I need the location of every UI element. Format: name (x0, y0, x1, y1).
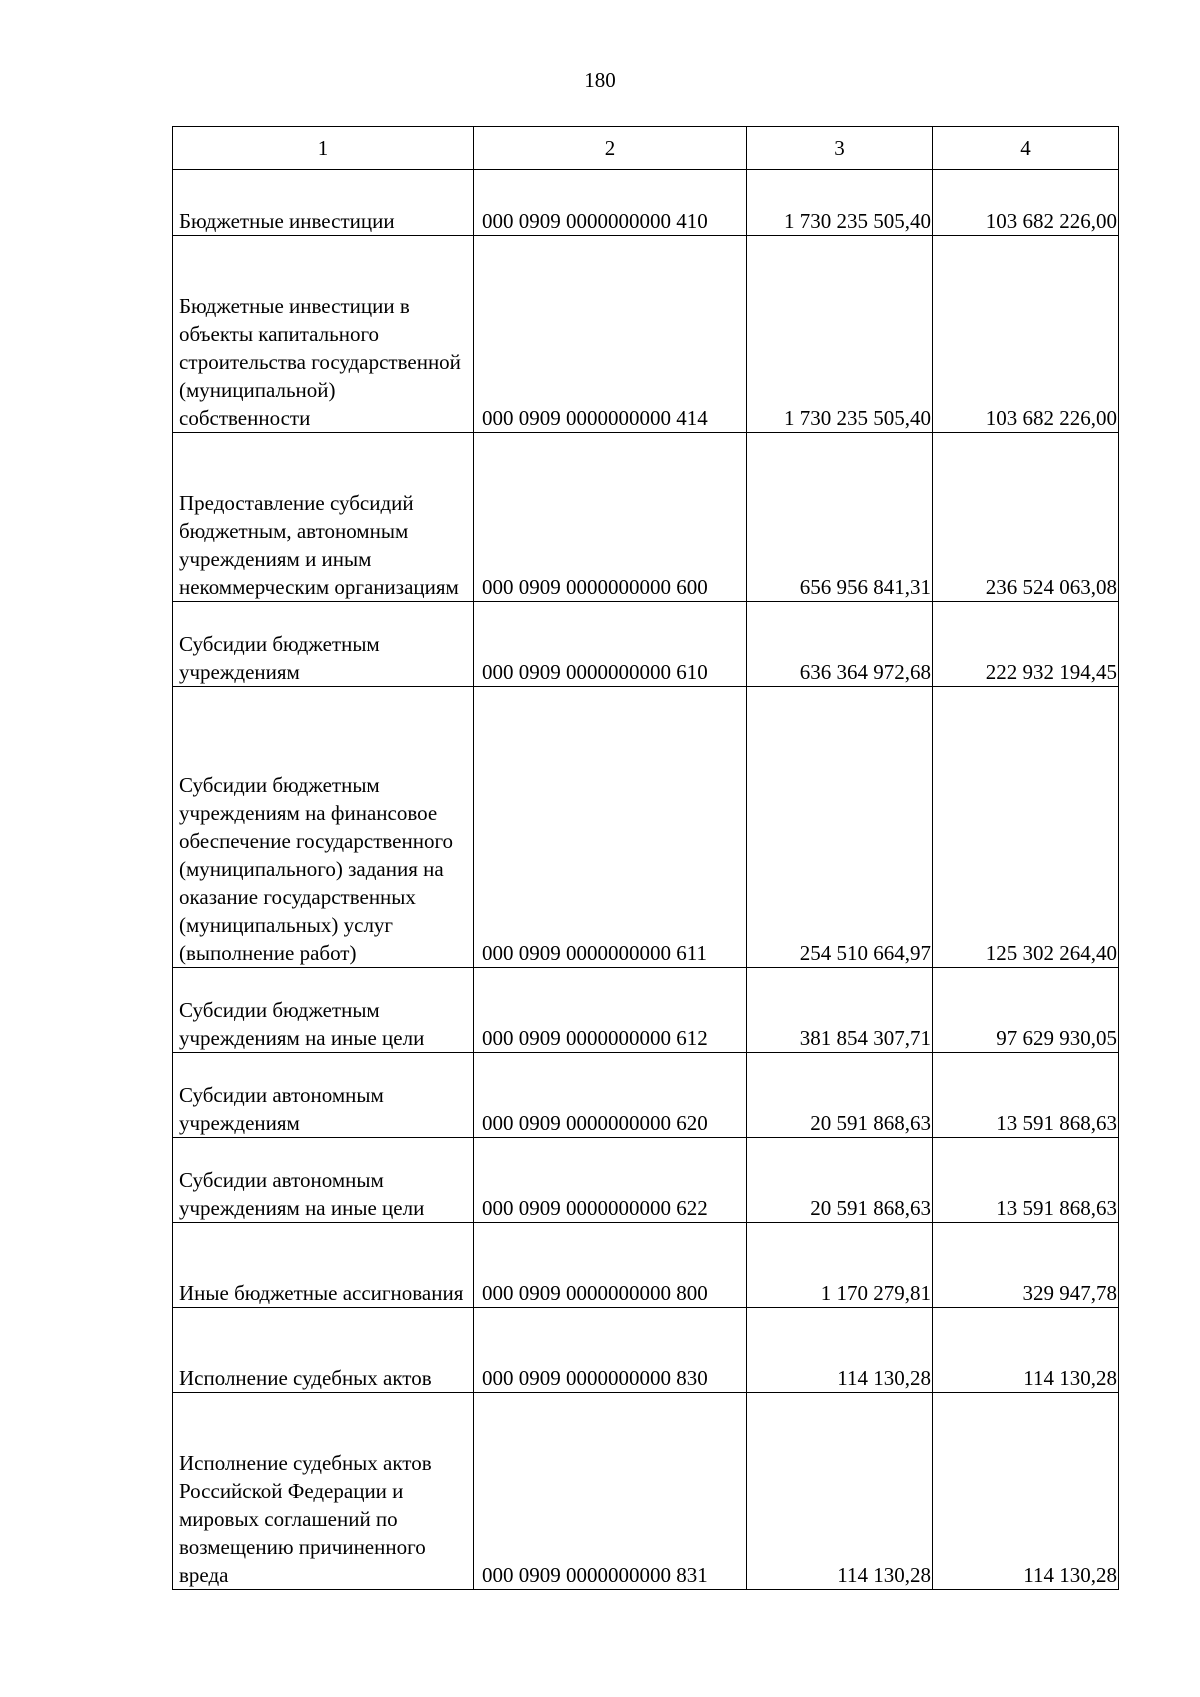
header-cell-4: 4 (933, 127, 1119, 170)
table-row (173, 1308, 1119, 1393)
row-value-col4-cell: 13 591 868,63 (933, 1138, 1119, 1223)
row-name-cell: Субсидии бюджетным учреждениям на иные цели (173, 968, 474, 1053)
row-value-col4-cell: 103 682 226,00 (933, 236, 1119, 433)
row-code-cell: 000 0909 0000000000 831 (474, 1393, 747, 1590)
row-code-cell: 000 0909 0000000000 600 (474, 433, 747, 602)
table-row (173, 1393, 1119, 1590)
row-name-cell: Субсидии автономным учреждениям на иные цели (173, 1138, 474, 1223)
row-code-cell: 000 0909 0000000000 800 (474, 1223, 747, 1308)
table-row (173, 170, 1119, 236)
row-value-col3-cell: 636 364 972,68 (747, 602, 933, 687)
row-value-col3-cell: 114 130,28 (747, 1308, 933, 1393)
row-name-cell: Бюджетные инвестиции в объекты капитального строительства государственной (муниципальной) собственности (173, 236, 474, 433)
row-name-cell: Бюджетные инвестиции (173, 170, 474, 236)
table-row (173, 1223, 1119, 1308)
row-value-col4-cell: 329 947,78 (933, 1223, 1119, 1308)
row-value-col3-cell: 20 591 868,63 (747, 1053, 933, 1138)
row-value-col3-cell: 20 591 868,63 (747, 1138, 933, 1223)
row-name-cell: Иные бюджетные ассигнования (173, 1223, 474, 1308)
row-code-cell: 000 0909 0000000000 611 (474, 687, 747, 968)
row-code-cell: 000 0909 0000000000 410 (474, 170, 747, 236)
row-value-col3-cell: 381 854 307,71 (747, 968, 933, 1053)
row-code-cell: 000 0909 0000000000 620 (474, 1053, 747, 1138)
row-name-cell: Субсидии бюджетным учреждениям на финансовое обеспечение государственного (муниципального) задания на оказание государственных (муниципальных) услуг (выполнение работ) (173, 687, 474, 968)
budget-table (172, 126, 1119, 1590)
row-code-cell: 000 0909 0000000000 610 (474, 602, 747, 687)
table-row (173, 1053, 1119, 1138)
row-name-cell: Исполнение судебных актов Российской Федерации и мировых соглашений по возмещению причиненного вреда (173, 1393, 474, 1590)
table-row (173, 236, 1119, 433)
row-value-col3-cell: 1 170 279,81 (747, 1223, 933, 1308)
table-row (173, 687, 1119, 968)
row-value-col3-cell: 1 730 235 505,40 (747, 170, 933, 236)
row-value-col3-cell: 254 510 664,97 (747, 687, 933, 968)
table-row (173, 968, 1119, 1053)
table-row (173, 433, 1119, 602)
row-name-cell: Субсидии автономным учреждениям (173, 1053, 474, 1138)
table-header-row (173, 127, 1119, 170)
row-value-col4-cell: 97 629 930,05 (933, 968, 1119, 1053)
row-value-col3-cell: 656 956 841,31 (747, 433, 933, 602)
row-value-col4-cell: 13 591 868,63 (933, 1053, 1119, 1138)
row-value-col4-cell: 103 682 226,00 (933, 170, 1119, 236)
table-row (173, 602, 1119, 687)
row-value-col3-cell: 1 730 235 505,40 (747, 236, 933, 433)
header-cell-3: 3 (747, 127, 933, 170)
row-name-cell: Субсидии бюджетным учреждениям (173, 602, 474, 687)
row-code-cell: 000 0909 0000000000 622 (474, 1138, 747, 1223)
table-row (173, 1138, 1119, 1223)
row-name-cell: Предоставление субсидий бюджетным, автономным учреждениям и иным некоммерческим организациям (173, 433, 474, 602)
row-code-cell: 000 0909 0000000000 414 (474, 236, 747, 433)
row-value-col4-cell: 236 524 063,08 (933, 433, 1119, 602)
row-code-cell: 000 0909 0000000000 612 (474, 968, 747, 1053)
row-value-col3-cell: 114 130,28 (747, 1393, 933, 1590)
header-cell-2: 2 (474, 127, 747, 170)
row-code-cell: 000 0909 0000000000 830 (474, 1308, 747, 1393)
row-value-col4-cell: 222 932 194,45 (933, 602, 1119, 687)
header-cell-1: 1 (173, 127, 474, 170)
page-number: 180 (584, 68, 616, 92)
row-value-col4-cell: 125 302 264,40 (933, 687, 1119, 968)
row-value-col4-cell: 114 130,28 (933, 1308, 1119, 1393)
row-value-col4-cell: 114 130,28 (933, 1393, 1119, 1590)
row-name-cell: Исполнение судебных актов (173, 1308, 474, 1393)
